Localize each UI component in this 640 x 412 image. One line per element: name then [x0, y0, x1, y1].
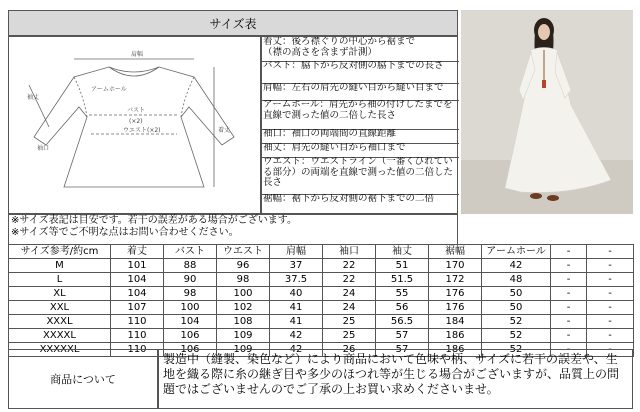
- header-size: サイズ参考/約cm: [9, 245, 111, 259]
- table-cell: 42: [482, 259, 551, 273]
- table-cell: 176: [429, 287, 482, 301]
- table-cell: -: [551, 343, 587, 357]
- table-cell: -: [551, 287, 587, 301]
- table-cell: 24: [323, 301, 376, 315]
- table-cell: 41: [270, 301, 323, 315]
- table-cell: 42: [270, 329, 323, 343]
- table-cell: 25: [323, 329, 376, 343]
- table-cell: 24: [323, 287, 376, 301]
- table-cell: 55: [376, 287, 429, 301]
- header-armhole: アームホール: [482, 245, 551, 259]
- table-cell: 176: [429, 301, 482, 315]
- product-photo: [461, 10, 633, 214]
- table-cell: 108: [217, 315, 270, 329]
- table-cell: 52: [482, 343, 551, 357]
- table-cell: 22: [323, 259, 376, 273]
- table-cell: XXXXL: [9, 329, 111, 343]
- header-empty-1: -: [551, 245, 587, 259]
- table-cell: 50: [482, 301, 551, 315]
- diagram-label-shoulder: 肩幅: [131, 51, 144, 58]
- table-cell: 42: [270, 343, 323, 357]
- table-cell: 98: [164, 287, 217, 301]
- table-cell: 48: [482, 273, 551, 287]
- table-cell: 57: [376, 329, 429, 343]
- table-cell: 50: [482, 287, 551, 301]
- diagram-label-armhole: アームホール: [91, 86, 127, 93]
- diagram-label-bust-x2: (×2): [129, 118, 143, 125]
- table-cell: 37.5: [270, 273, 323, 287]
- header-bust: バスト: [164, 245, 217, 259]
- product-notice-text: 製造中（縫製、染色など）により商品において色味や柄、サイズに若干の誤差や、生地を織る際に糸の継ぎ目や多少のほつれ等が生じる場合がございますが、品質上の問題ではございませんのでご了承の上お買い求めくださいませ。: [158, 349, 633, 409]
- table-cell: 98: [217, 273, 270, 287]
- table-cell: 104: [111, 287, 164, 301]
- header-shoulder: 肩幅: [270, 245, 323, 259]
- table-cell: 96: [217, 259, 270, 273]
- table-cell: 26: [323, 343, 376, 357]
- table-cell: 109: [217, 329, 270, 343]
- table-cell: -: [551, 315, 587, 329]
- table-cell: 106: [164, 329, 217, 343]
- header-cuff: 袖口: [323, 245, 376, 259]
- table-cell: 51.5: [376, 273, 429, 287]
- model-illustration: [461, 10, 633, 214]
- table-cell: 186: [429, 343, 482, 357]
- desc-hem: 裾幅：裾下から反対側の裾下までの二倍: [263, 194, 435, 204]
- table-cell: XXXL: [9, 315, 111, 329]
- table-cell: -: [587, 343, 634, 357]
- table-cell: 104: [164, 315, 217, 329]
- table-cell: 110: [111, 329, 164, 343]
- size-table: [8, 244, 634, 357]
- table-cell: -: [587, 273, 634, 287]
- note-line: ※サイズ等でご不明な点はお問い合わせください。: [11, 227, 239, 238]
- table-cell: -: [551, 301, 587, 315]
- table-cell: -: [551, 259, 587, 273]
- table-cell: 172: [429, 273, 482, 287]
- table-row: [9, 259, 634, 273]
- table-cell: 41: [270, 315, 323, 329]
- table-cell: 90: [164, 273, 217, 287]
- diagram-label-length: 着丈: [218, 127, 231, 134]
- garment-outline-drawing: [9, 37, 260, 213]
- header-length: 着丈: [111, 245, 164, 259]
- table-cell: 102: [217, 301, 270, 315]
- table-cell: -: [587, 301, 634, 315]
- measurement-descriptions: [261, 36, 458, 214]
- header-waist: ウエスト: [217, 245, 270, 259]
- table-cell: 184: [429, 315, 482, 329]
- table-cell: 186: [429, 329, 482, 343]
- table-cell: -: [551, 273, 587, 287]
- table-cell: 101: [111, 259, 164, 273]
- product-notice-label: 商品について: [8, 349, 158, 409]
- table-cell: 40: [270, 287, 323, 301]
- table-row: [9, 315, 634, 329]
- table-cell: 52: [482, 329, 551, 343]
- table-cell: XXL: [9, 301, 111, 315]
- table-cell: 110: [111, 315, 164, 329]
- diagram-label-sleeve: 袖丈: [27, 94, 40, 101]
- table-cell: -: [587, 287, 634, 301]
- table-cell: 25: [323, 315, 376, 329]
- diagram-label-waist: ウエスト(×2): [123, 127, 161, 134]
- desc-armhole: アームホール：肩先から袖の付けしたまでを直線で測った値の二倍した長さ: [262, 100, 459, 130]
- table-row: [9, 273, 634, 287]
- garment-diagram: [8, 36, 261, 214]
- table-cell: -: [587, 315, 634, 329]
- diagram-label-bust: バスト: [127, 107, 146, 114]
- table-cell: XXXXXL: [9, 343, 111, 357]
- table-cell: 110: [111, 343, 164, 357]
- table-row: [9, 301, 634, 315]
- table-cell: 56: [376, 301, 429, 315]
- desc-bust: バスト：脇下から反対側の脇下までの長さ: [262, 61, 459, 84]
- table-cell: -: [551, 329, 587, 343]
- table-cell: 100: [217, 287, 270, 301]
- table-cell: -: [587, 329, 634, 343]
- table-header-row: [9, 245, 634, 259]
- table-cell: 100: [164, 301, 217, 315]
- size-chart-title: サイズ表: [8, 10, 458, 36]
- table-cell: -: [587, 259, 634, 273]
- header-hem: 裾幅: [429, 245, 482, 259]
- diagram-label-cuff: 袖口: [37, 145, 50, 152]
- table-cell: 57: [376, 343, 429, 357]
- table-cell: 37: [270, 259, 323, 273]
- table-cell: L: [9, 273, 111, 287]
- table-cell: XL: [9, 287, 111, 301]
- table-row: [9, 329, 634, 343]
- table-cell: 52: [482, 315, 551, 329]
- table-cell: 107: [111, 301, 164, 315]
- desc-cuff: 袖口：袖口の両端間の直線距離: [262, 129, 459, 144]
- desc-sleeve: 袖丈：肩先の縫い目から袖口まで: [262, 143, 459, 158]
- table-cell: 51: [376, 259, 429, 273]
- table-cell: 88: [164, 259, 217, 273]
- table-cell: 104: [111, 273, 164, 287]
- table-row: [9, 287, 634, 301]
- table-cell: 22: [323, 273, 376, 287]
- desc-length: 着丈：後ろ襟ぐりの中心から裾まで （襟の高さを含まず計測）: [262, 37, 459, 62]
- table-cell: 56.5: [376, 315, 429, 329]
- note-line: ※サイズ表記は目安です。若干の誤差がある場合がございます。: [11, 215, 297, 226]
- table-cell: 106: [164, 343, 217, 357]
- desc-shoulder: 肩幅：左右の肩先の縫い目から縫い目まで: [262, 83, 459, 101]
- header-sleeve: 袖丈: [376, 245, 429, 259]
- table-cell: 109: [217, 343, 270, 357]
- size-notes: [8, 214, 458, 244]
- header-empty-2: -: [587, 245, 634, 259]
- table-cell: 170: [429, 259, 482, 273]
- table-cell: M: [9, 259, 111, 273]
- desc-waist: ウエスト：ウエストライン（一番くびれている部分）の両端を直線で測った値の二倍した長さ: [262, 157, 459, 195]
